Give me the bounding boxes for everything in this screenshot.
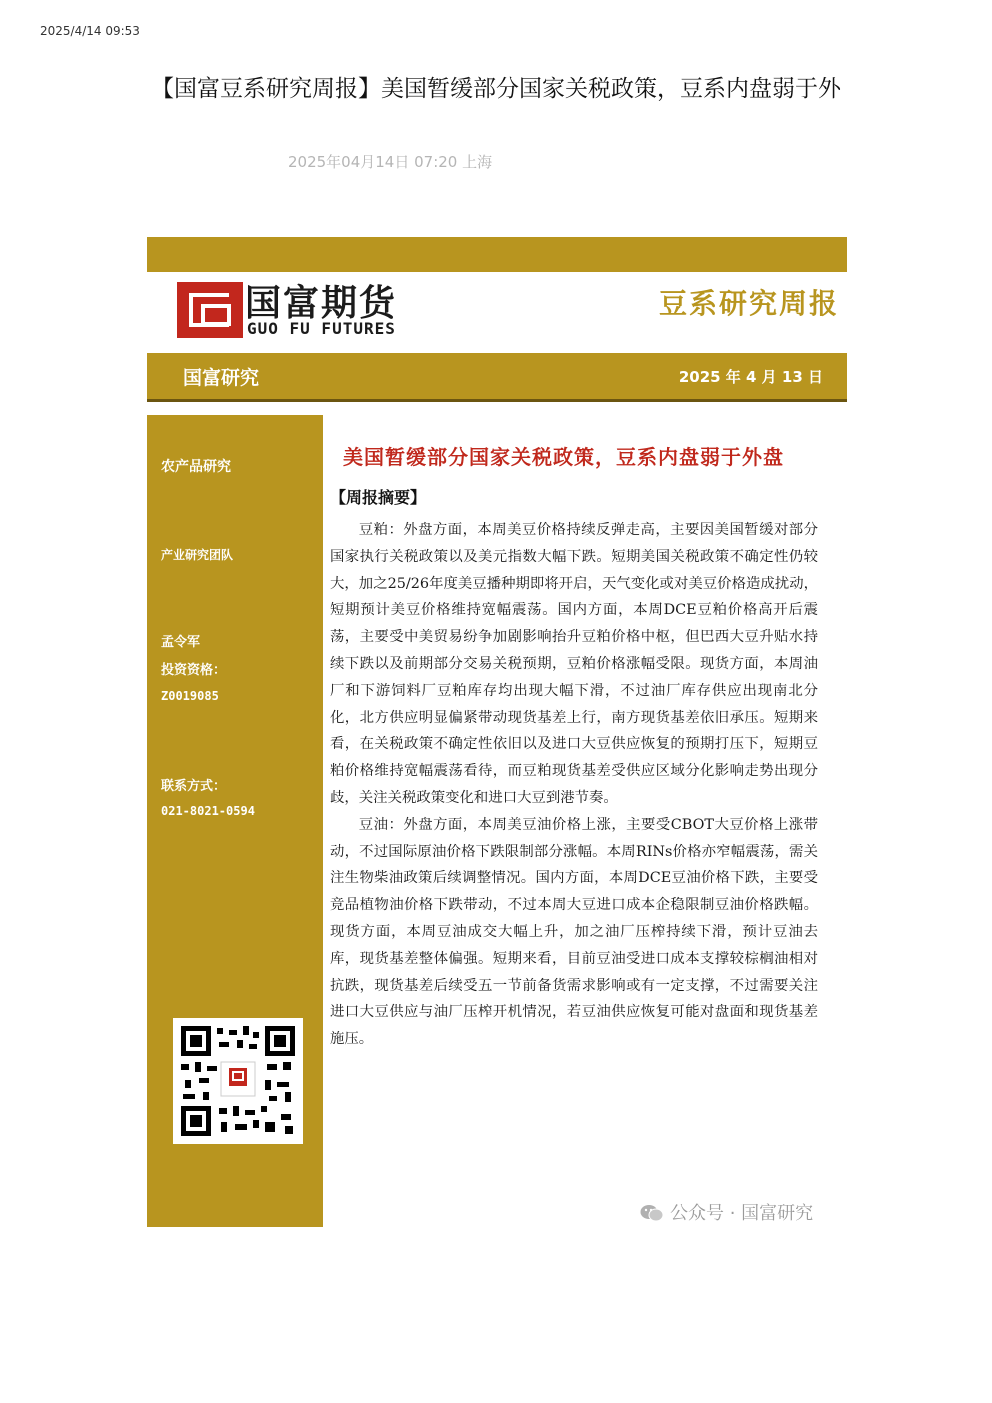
report-page [147, 237, 847, 1227]
report-body [330, 517, 818, 1053]
sidebar-team: 产业研究团队 [161, 548, 234, 562]
section-band [147, 353, 847, 402]
report-date: 2025 年 4 月 13 日 [678, 368, 823, 386]
sidebar-analyst: 孟令军 [161, 635, 201, 650]
sidebar [147, 415, 323, 1227]
article-title: 【国富豆系研究周报】美国暂缓部分国家关税政策，豆系内盘弱于外 [151, 76, 841, 102]
summary-label: 【周报摘要】 [330, 488, 427, 507]
capture-timestamp: 2025/4/14 09:53 [40, 24, 140, 38]
logo-cn-text: 国富期货 [245, 283, 398, 324]
report-type: 豆系研究周报 [658, 287, 839, 320]
qr-code-icon [181, 1026, 295, 1136]
paragraph-soyoil: 豆油：外盘方面，本周美豆油价格上涨，主要受CBOT大豆价格上涨带动，不过国际原油价格下跌限制部分涨幅。本周RINs价格亦窄幅震荡，需关注生物柴油政策后续调整情况。国内方面，本周DCE豆油价格下跌，主要受竞品植物油价格下跌带动，不过本周大豆进口成本企稳限制豆油价格跌幅。现货方面，本周豆油成交大幅上升，加之油厂压榨持续下滑，预计豆油去库，现货基差整体偏强。短期来看，目前豆油受进口成本支撑较棕榈油相对抗跌，现货基差后续受五一节前备货需求影响或有一定支撑，不过需要关注进口大豆供应与油厂压榨开机情况，若豆油供应恢复可能对盘面和现货基差施压。 [330, 816, 818, 1048]
sidebar-contact-label: 联系方式： [161, 779, 227, 794]
sidebar-qualification-no: Z0019085 [161, 689, 219, 703]
section-label: 国富研究 [183, 367, 260, 389]
guofu-logo-icon [177, 282, 243, 338]
watermark-text: 公众号 · 国富研究 [670, 1203, 814, 1224]
top-gold-bar [147, 237, 847, 272]
paragraph-soymeal: 豆粕：外盘方面，本周美豆价格持续反弹走高，主要因美国暂缓对部分国家执行关税政策以及美元指数大幅下跌。短期美国关税政策不确定性仍较大，加之25/26年度美豆播种期即将开启，天气变化或对美豆价格造成扰动，短期预计美豆价格维持宽幅震荡。国内方面，本周DCE豆粕价格高开后震荡，主要受中美贸易纷争加剧影响抬升豆粕价格中枢，但巴西大豆升贴水持续下跌以及前期部分交易关税预期，豆粕价格涨幅受限。现货方面，本周油厂和下游饲料厂豆粕库存均出现大幅下滑，不过油厂库存供应出现南北分化，北方供应明显偏紧带动现货基差上行，南方现货基差依旧承压。短期来看，在关税政策不确定性依旧以及进口大豆供应恢复的预期打压下，短期豆粕价格维持宽幅震荡看待，而豆粕现货基差受供应区域分化影响走势出现分歧，关注关税政策变化和进口大豆到港节奏。 [330, 522, 818, 806]
report-headline: 美国暂缓部分国家关税政策，豆系内盘弱于外盘 [343, 445, 784, 469]
qr-code [173, 1018, 303, 1144]
sidebar-category: 农产品研究 [161, 459, 231, 475]
wechat-watermark [640, 1199, 813, 1225]
sidebar-contact-phone: 021-8021-0594 [161, 804, 255, 818]
logo-en-text: GUO FU FUTURES [247, 319, 396, 338]
wechat-icon [640, 1204, 664, 1222]
article-meta: 2025年04月14日 07:20 上海 [288, 153, 493, 171]
sidebar-qualification-label: 投资资格： [161, 663, 227, 678]
